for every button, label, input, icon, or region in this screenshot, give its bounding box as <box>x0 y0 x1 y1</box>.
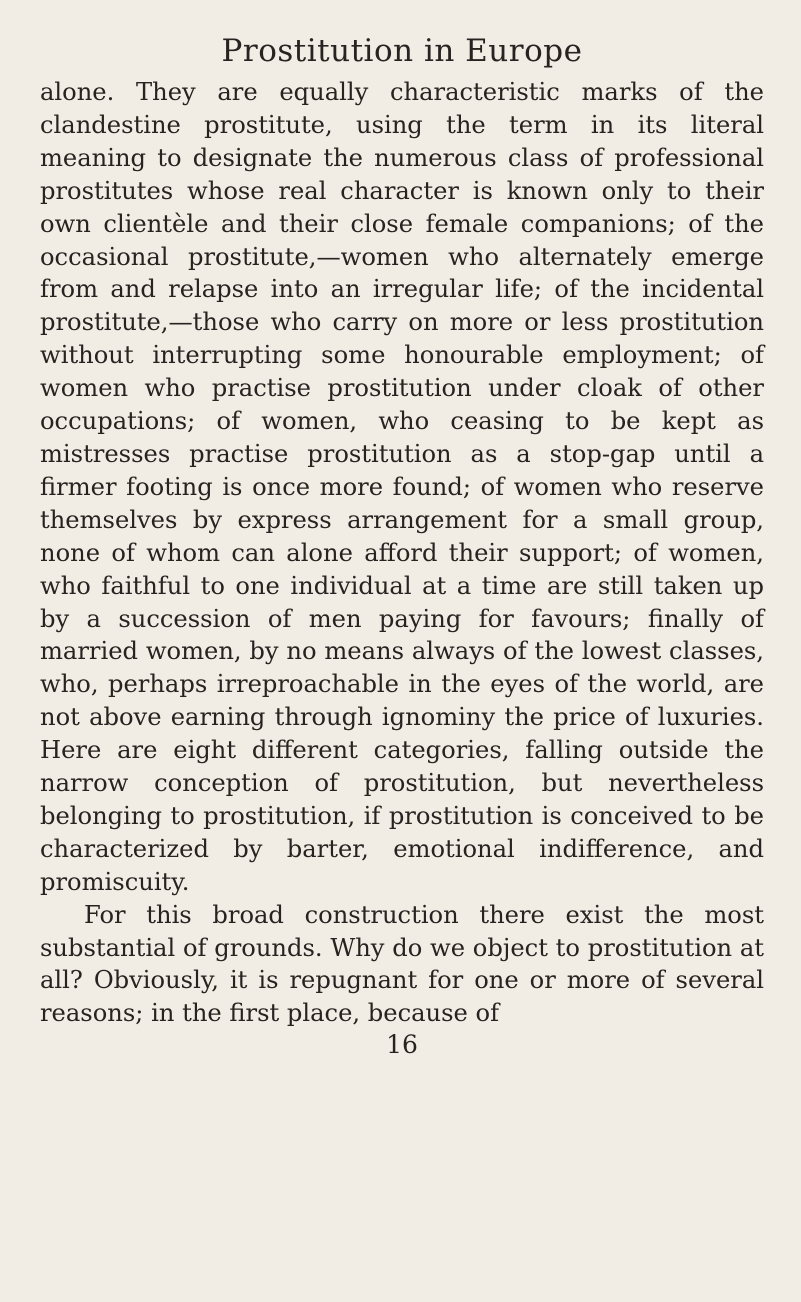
body-text <box>40 76 764 1030</box>
paragraph-new: For this broad construction there exist the most substantial of grounds. Why do we object to prostitution at all? Obviously, it is repugnant for one or more of several reasons; in the first place, because of <box>40 900 764 1028</box>
page-number: 16 <box>386 1030 418 1060</box>
paragraph-continued: alone. They are equally characteristic marks of the clandestine prostitute, using the term in its literal meaning to designate the numerous class of professional prostitutes whose real character is known only to their own clientèle and their close female companions; of the occasional prostitute,—women who alternately emerge from and relapse into an irregular life; of the incidental prostitute,—those who carry on more or less prostitution without interrupting some honourable employment; of women who practise prostitution under cloak of other occupations; of women, who ceasing to be kept as mistresses practise prostitution as a stop-gap until a firmer footing is once more found; of women who reserve themselves by express arrangement for a small group, none of whom can alone afford their support; of women, who faithful to one individual at a time are still taken up by a succession of men paying for favours; finally of married women, by no means always of the lowest classes, who, perhaps irreproachable in the eyes of the world, are not above earning through ignominy the price of luxuries. Here are eight different categories, falling outside the narrow conception of prostitution, but nevertheless belonging to prostitution, if prostitution is conceived to be characterized by barter, emotional indifference, and promiscuity. <box>40 78 764 896</box>
running-title: Prostitution in Europe <box>221 33 583 69</box>
